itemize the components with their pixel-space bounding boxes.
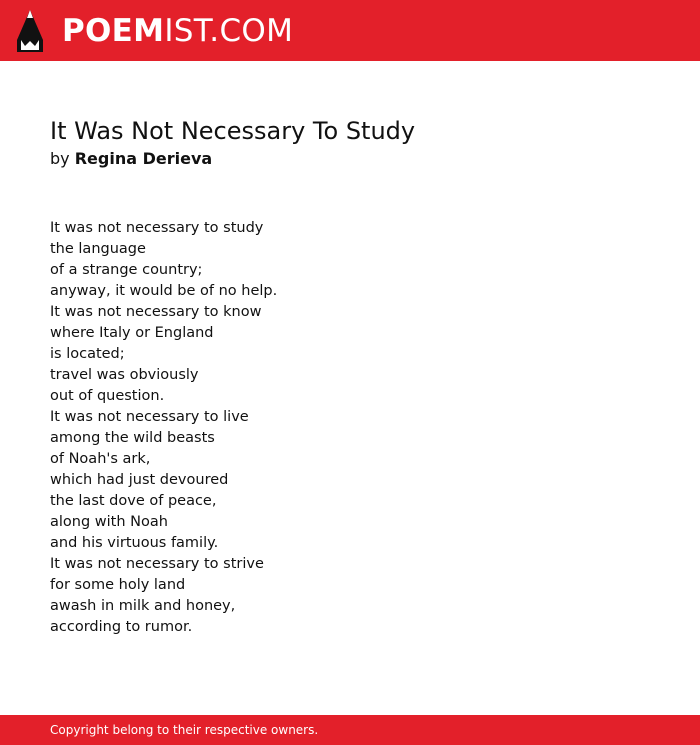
poem-line: which had just devoured bbox=[50, 472, 229, 488]
logo-light-text: IST.COM bbox=[164, 13, 294, 49]
poem-line: where Italy or England bbox=[50, 325, 214, 341]
poem-line: and his virtuous family. bbox=[50, 535, 219, 551]
site-footer bbox=[0, 715, 700, 745]
poem-line: among the wild beasts bbox=[50, 430, 215, 446]
poem-line: of Noah's ark, bbox=[50, 451, 151, 467]
pencil-tip-icon[interactable] bbox=[17, 10, 43, 52]
poem-title: It Was Not Necessary To Study bbox=[50, 117, 416, 145]
poem-line: It was not necessary to study bbox=[50, 220, 264, 236]
logo-bold-text: POEM bbox=[62, 13, 165, 49]
site-header bbox=[0, 0, 700, 61]
poem-line: awash in milk and honey, bbox=[50, 598, 236, 614]
poem-line: out of question. bbox=[50, 388, 165, 404]
by-label: by bbox=[50, 149, 70, 168]
poem-line: for some holy land bbox=[50, 577, 186, 593]
poem-author: Regina Derieva bbox=[74, 149, 213, 168]
poem-line: is located; bbox=[50, 346, 125, 362]
poem-line: It was not necessary to strive bbox=[50, 556, 264, 572]
poem-line: along with Noah bbox=[50, 514, 168, 530]
poem-line: the language bbox=[50, 241, 146, 257]
poem-byline bbox=[50, 148, 212, 170]
poem-line: It was not necessary to know bbox=[50, 304, 262, 320]
poem-line: the last dove of peace, bbox=[50, 493, 217, 509]
poem-line: of a strange country; bbox=[50, 262, 203, 278]
poem-line: according to rumor. bbox=[50, 619, 193, 635]
poem-body bbox=[50, 218, 277, 638]
poem-line: It was not necessary to live bbox=[50, 409, 249, 425]
poem-line: travel was obviously bbox=[50, 367, 199, 383]
copyright-text: Copyright belong to their respective owners. bbox=[50, 723, 319, 737]
poem-line: anyway, it would be of no help. bbox=[50, 283, 278, 299]
site-logo[interactable] bbox=[62, 12, 293, 50]
